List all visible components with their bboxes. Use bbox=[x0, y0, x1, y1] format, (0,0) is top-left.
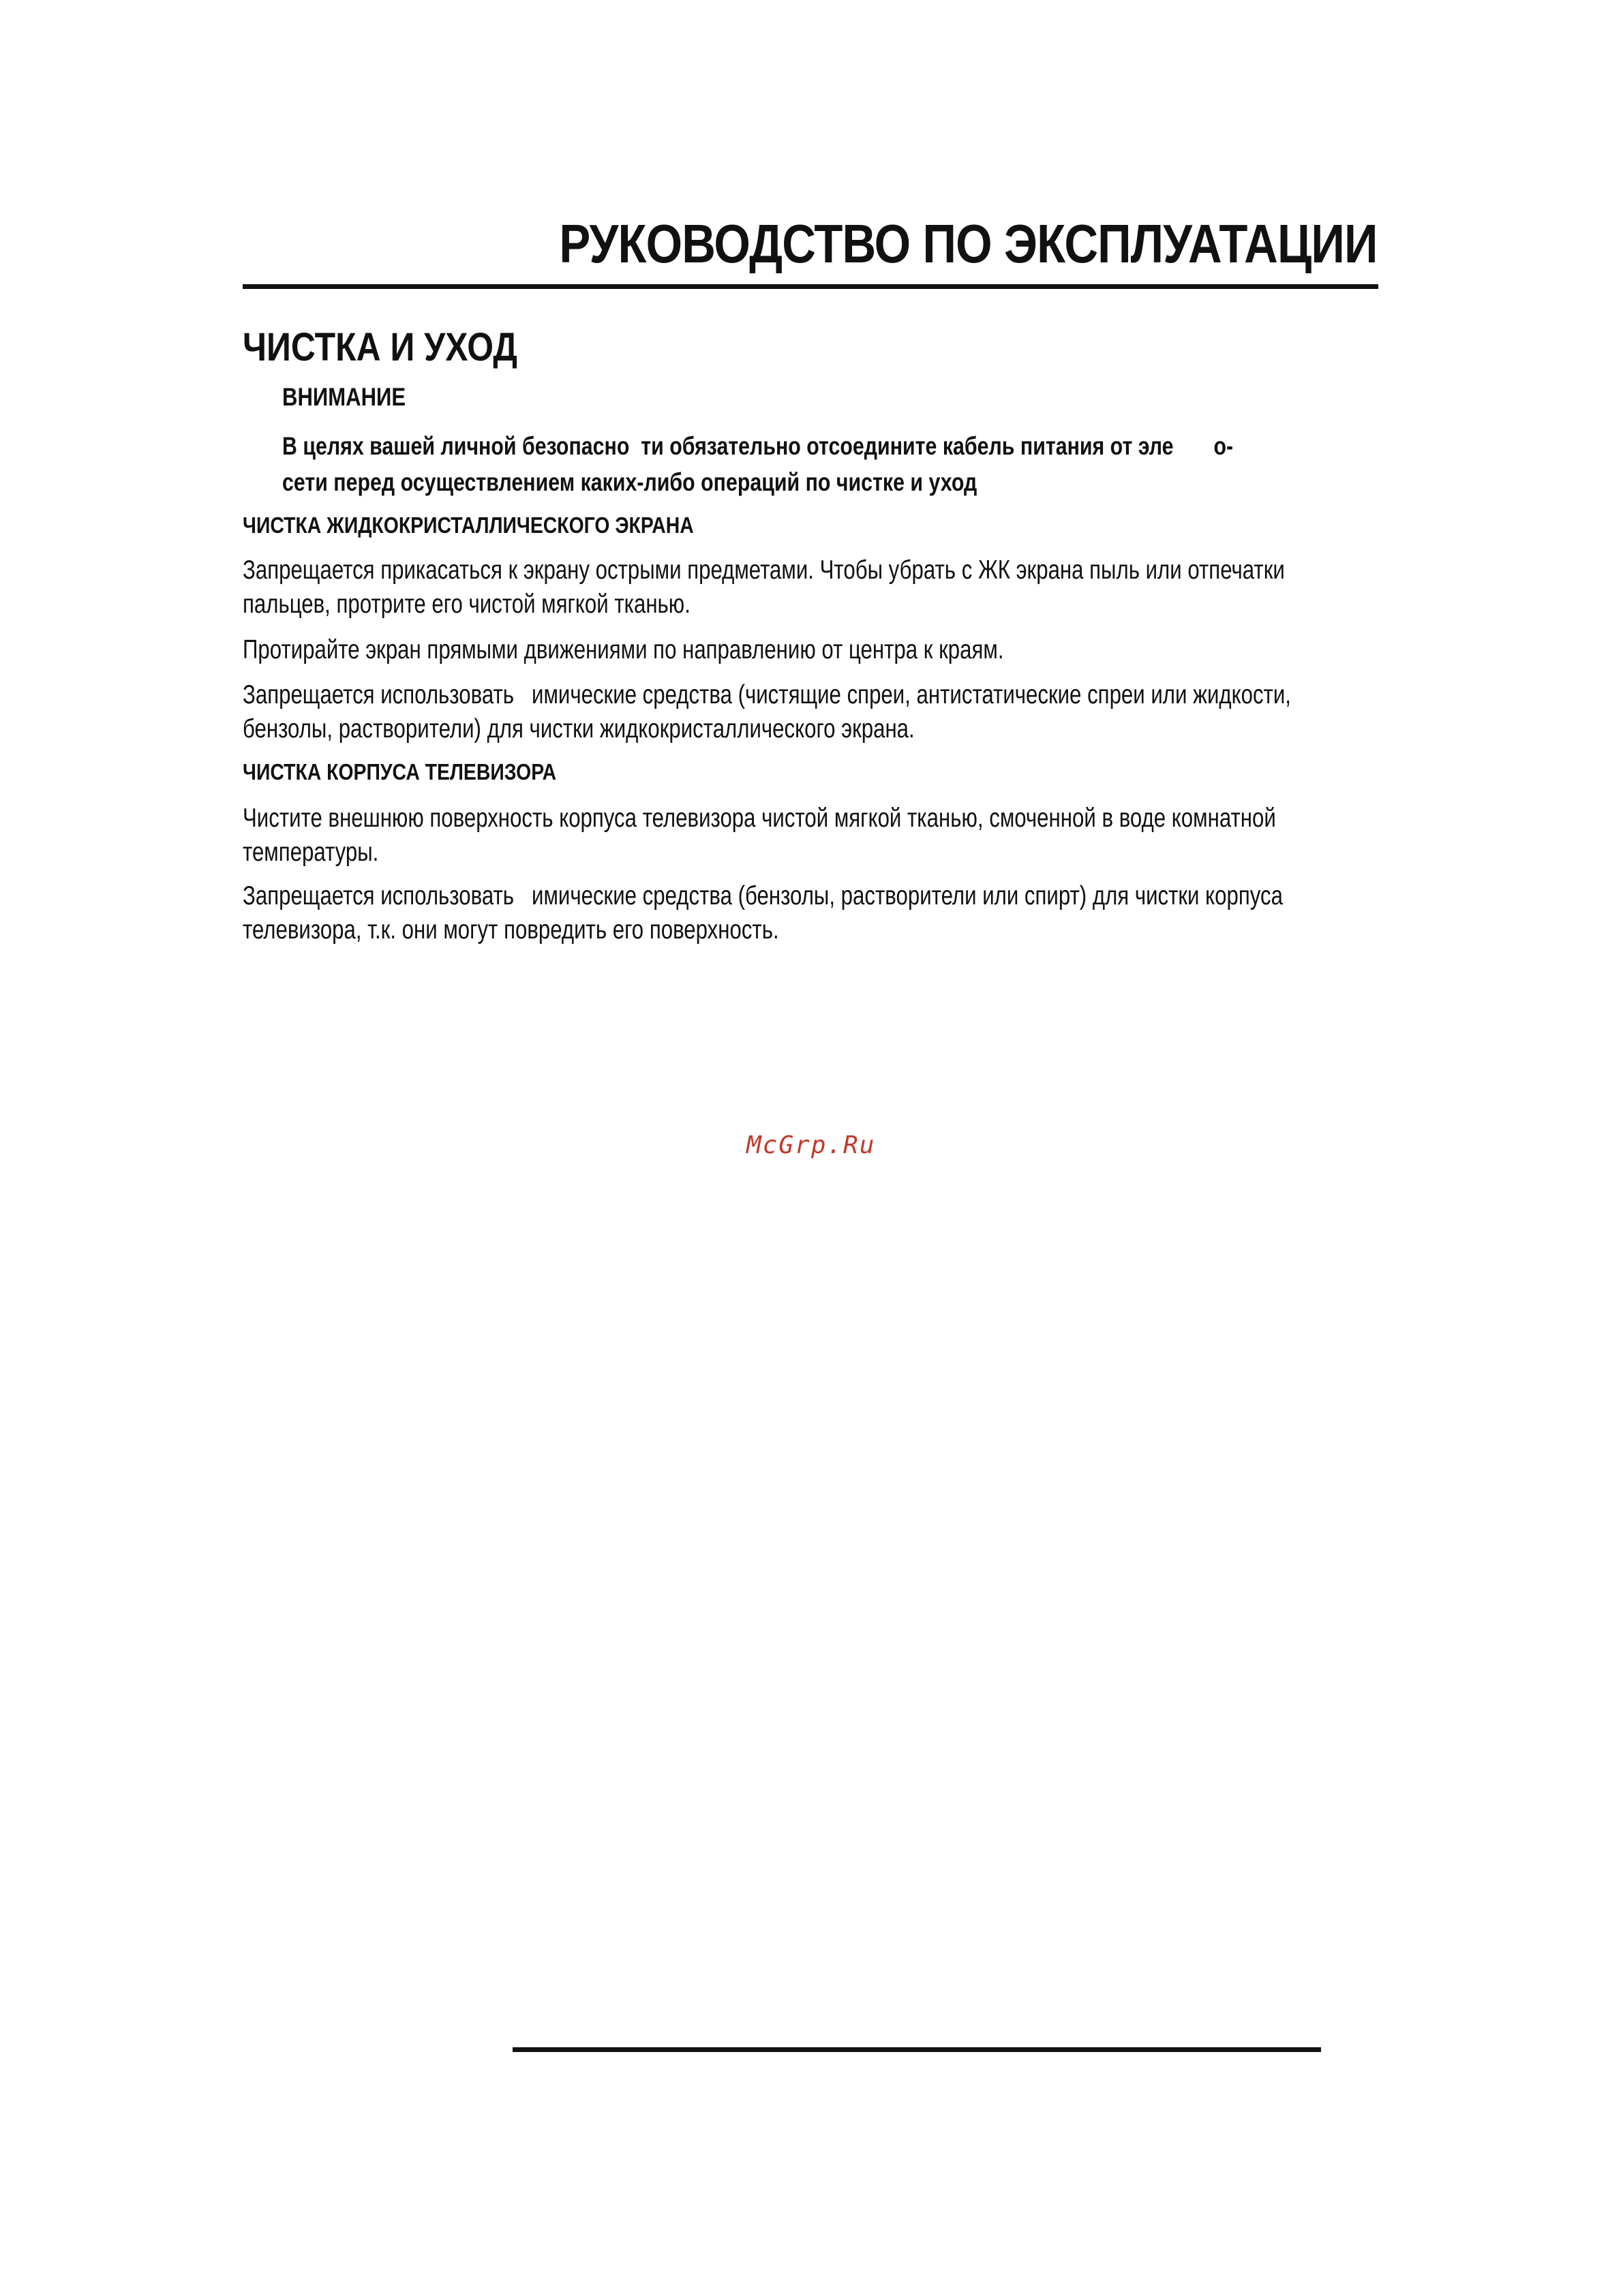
case-cleaning-heading: ЧИСТКА КОРПУСА ТЕЛЕВИЗОРА bbox=[243, 759, 557, 784]
page-title: РУКОВОДСТВО ПО ЭКСПЛУАТАЦИИ bbox=[559, 213, 1378, 274]
warning-line: сети перед осуществлением каких-либо операций по чистке и уход bbox=[282, 468, 977, 496]
warning-line: В целях вашей личной безопасно ти обязательно отсоедините кабель питания от эле о- bbox=[282, 432, 1234, 460]
paragraph-line: Протирайте экран прямыми движениями по направлению от центра к краям. bbox=[243, 635, 1004, 664]
footer-divider bbox=[513, 2047, 1321, 2052]
warning-text bbox=[282, 428, 1233, 500]
paragraph-line: температуры. bbox=[243, 838, 379, 867]
watermark: McGrp.Ru bbox=[746, 1131, 876, 1159]
paragraph-line: Запрещается использовать имические средства (чистящие спреи, антистатические спреи или жидкости, bbox=[243, 680, 1291, 709]
screen-cleaning-paragraph bbox=[243, 633, 1003, 667]
screen-cleaning-paragraph bbox=[243, 553, 1285, 622]
warning-label: ВНИМАНИЕ bbox=[282, 383, 406, 411]
paragraph-line: Запрещается прикасаться к экрану острыми предметами. Чтобы убрать с ЖК экрана пыль или отпечатки bbox=[243, 555, 1285, 585]
paragraph-line: Чистите внешнюю поверхность корпуса телевизора чистой мягкой тканью, смоченной в воде комнатной bbox=[243, 803, 1276, 833]
section-title: ЧИСТКА И УХОД bbox=[243, 325, 517, 369]
case-cleaning-paragraph bbox=[243, 879, 1283, 947]
paragraph-line: телевизора, т.к. они могут повредить его поверхность. bbox=[243, 915, 779, 945]
case-cleaning-paragraph bbox=[243, 801, 1276, 870]
screen-cleaning-paragraph bbox=[243, 678, 1291, 746]
paragraph-line: бензолы, растворители) для чистки жидкокристаллического экрана. bbox=[243, 714, 915, 744]
header-divider bbox=[243, 284, 1378, 289]
paragraph-line: Запрещается использовать имические средства (бензолы, растворители или спирт) для чистки корпуса bbox=[243, 881, 1283, 910]
paragraph-line: пальцев, протрите его чистой мягкой тканью. bbox=[243, 590, 691, 619]
screen-cleaning-heading: ЧИСТКА ЖИДКОКРИСТАЛЛИЧЕСКОГО ЭКРАНА bbox=[243, 512, 694, 538]
